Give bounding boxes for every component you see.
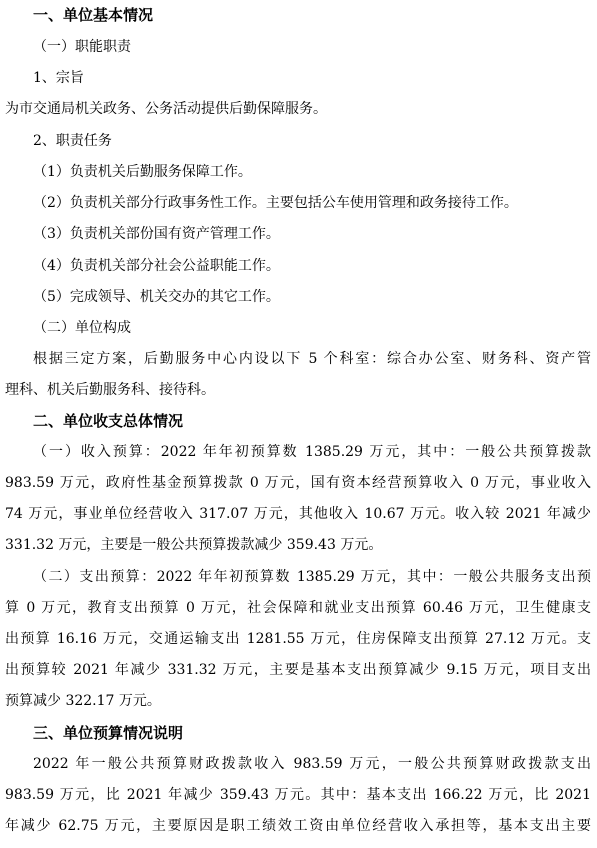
expense-line: 预算减少 322.17 万元。 xyxy=(5,693,161,709)
expense-line: 算 0 万元，教育支出预算 0 万元，社会保障和就业支出预算 60.46 万元，卫生健康支 xyxy=(5,600,591,616)
item-purpose-heading: 1、宗旨 xyxy=(33,70,84,86)
section-heading-income-expense: 二、单位收支总体情况 xyxy=(33,412,184,430)
income-line: （一）收入预算：2022 年年初预算数 1385.29 万元，其中：一般公共预算拨款 xyxy=(33,444,591,460)
income-line: 331.32 万元，主要是一般公共预算拨款减少 359.43 万元。 xyxy=(5,537,383,553)
duty-item: （1）负责机关后勤服务保障工作。 xyxy=(33,164,252,180)
subheading-functions: （一）职能职责 xyxy=(33,39,131,55)
expense-line: 出预算 16.16 万元，交通运输支出 1281.55 万元，住房保障支出预算 27.12 万元。支 xyxy=(5,631,591,647)
duty-item: （4）负责机关部分社会公益职能工作。 xyxy=(33,258,280,274)
income-line: 983.59 万元，政府性基金预算拨款 0 万元，国有资本经营预算收入 0 万元，事业收入 xyxy=(5,475,591,491)
composition-line: 理科、机关后勤服务科、接待科。 xyxy=(5,382,215,398)
expense-line: （二）支出预算：2022 年年初预算数 1385.29 万元，其中：一般公共服务支出预 xyxy=(33,569,591,585)
duty-item: （5）完成领导、机关交办的其它工作。 xyxy=(33,289,280,305)
item-duties-heading: 2、职责任务 xyxy=(33,133,112,149)
section-heading-budget-notes: 三、单位预算情况说明 xyxy=(33,724,184,742)
budget-notes-line: 2022 年一般公共预算财政拨款收入 983.59 万元，一般公共预算财政拨款支出 xyxy=(33,756,591,772)
income-line: 74 万元，事业单位经营收入 317.07 万元，其他收入 10.67 万元。收入较 2021 年减少 xyxy=(5,506,591,522)
duty-item: （2）负责机关部分行政事务性工作。主要包括公车使用管理和政务接待工作。 xyxy=(33,195,518,211)
budget-notes-line: 年减少 62.75 万元，主要原因是职工绩效工资由单位经营收入承担等，基本支出主要 xyxy=(5,818,591,834)
composition-line: 根据三定方案，后勤服务中心内设以下 5 个科室：综合办公室、财务科、资产管 xyxy=(33,351,591,367)
section-heading-basic-info: 一、单位基本情况 xyxy=(33,6,154,24)
duty-item: （3）负责机关部份国有资产管理工作。 xyxy=(33,226,280,242)
purpose-text: 为市交通局机关政务、公务活动提供后勤保障服务。 xyxy=(5,101,327,117)
expense-line: 出预算较 2021 年减少 331.32 万元，主要是基本支出预算减少 9.15 万元，项目支出 xyxy=(5,662,591,678)
budget-notes-line: 983.59 万元，比 2021 年减少 359.43 万元。其中：基本支出 166.22 万元，比 2021 xyxy=(5,787,591,803)
subheading-composition: （二）单位构成 xyxy=(33,320,131,336)
